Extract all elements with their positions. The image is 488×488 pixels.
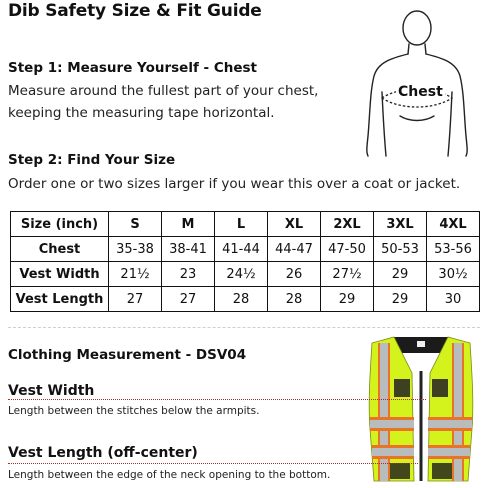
vest-width-title: Vest Width <box>8 383 95 399</box>
table-cell: 23 <box>162 262 215 287</box>
table-cell: 44-47 <box>268 237 321 262</box>
table-cell: 35-38 <box>109 237 162 262</box>
size-header-cell: 2XL <box>321 212 374 237</box>
row-label-vest-length: Vest Length <box>11 287 109 312</box>
step1-text-line2: keeping the measuring tape horizontal. <box>8 105 275 121</box>
vest-length-description: Length between the edge of the neck opening to the bottom. <box>8 469 331 481</box>
row-label-vest-width: Vest Width <box>11 262 109 287</box>
size-header-cell: S <box>109 212 162 237</box>
table-cell: 29 <box>374 287 427 312</box>
row-label-chest: Chest <box>11 237 109 262</box>
table-cell: 29 <box>321 287 374 312</box>
size-header-cell: Size (inch) <box>11 212 109 237</box>
size-header-cell: L <box>215 212 268 237</box>
table-cell: 29 <box>374 262 427 287</box>
step2-text: Order one or two sizes larger if you wear this over a coat or jacket. <box>8 176 461 192</box>
table-cell: 27 <box>109 287 162 312</box>
table-cell: 28 <box>268 287 321 312</box>
vest-width-description: Length between the stitches below the armpits. <box>8 405 260 417</box>
page-title: Dib Safety Size & Fit Guide <box>8 1 262 21</box>
table-row <box>11 262 480 287</box>
table-cell: 41-44 <box>215 237 268 262</box>
table-cell: 28 <box>215 287 268 312</box>
size-header-cell: 4XL <box>427 212 480 237</box>
table-row <box>11 237 480 262</box>
vest-width-measure-line <box>8 399 426 400</box>
vest-length-title: Vest Length (off-center) <box>8 445 198 461</box>
section-divider <box>8 327 480 328</box>
size-header-cell: 3XL <box>374 212 427 237</box>
table-cell: 50-53 <box>374 237 427 262</box>
table-cell: 47-50 <box>321 237 374 262</box>
clothing-measurement-title: Clothing Measurement - DSV04 <box>8 347 247 363</box>
chest-label: Chest <box>398 84 443 100</box>
table-cell: 38-41 <box>162 237 215 262</box>
body-outline-illustration <box>352 6 482 158</box>
table-cell: 53-56 <box>427 237 480 262</box>
table-cell: 21½ <box>109 262 162 287</box>
table-row <box>11 287 480 312</box>
table-cell: 30½ <box>427 262 480 287</box>
table-cell: 30 <box>427 287 480 312</box>
step2-heading: Step 2: Find Your Size <box>8 152 176 168</box>
step1-text-line1: Measure around the fullest part of your chest, <box>8 83 319 99</box>
table-cell: 24½ <box>215 262 268 287</box>
size-header-cell: M <box>162 212 215 237</box>
vest-length-measure-line <box>8 463 418 464</box>
step1-heading: Step 1: Measure Yourself - Chest <box>8 60 257 76</box>
table-cell: 27½ <box>321 262 374 287</box>
size-header-cell: XL <box>268 212 321 237</box>
size-table <box>10 211 480 312</box>
table-cell: 27 <box>162 287 215 312</box>
size-table-header-row <box>11 212 480 237</box>
table-cell: 26 <box>268 262 321 287</box>
